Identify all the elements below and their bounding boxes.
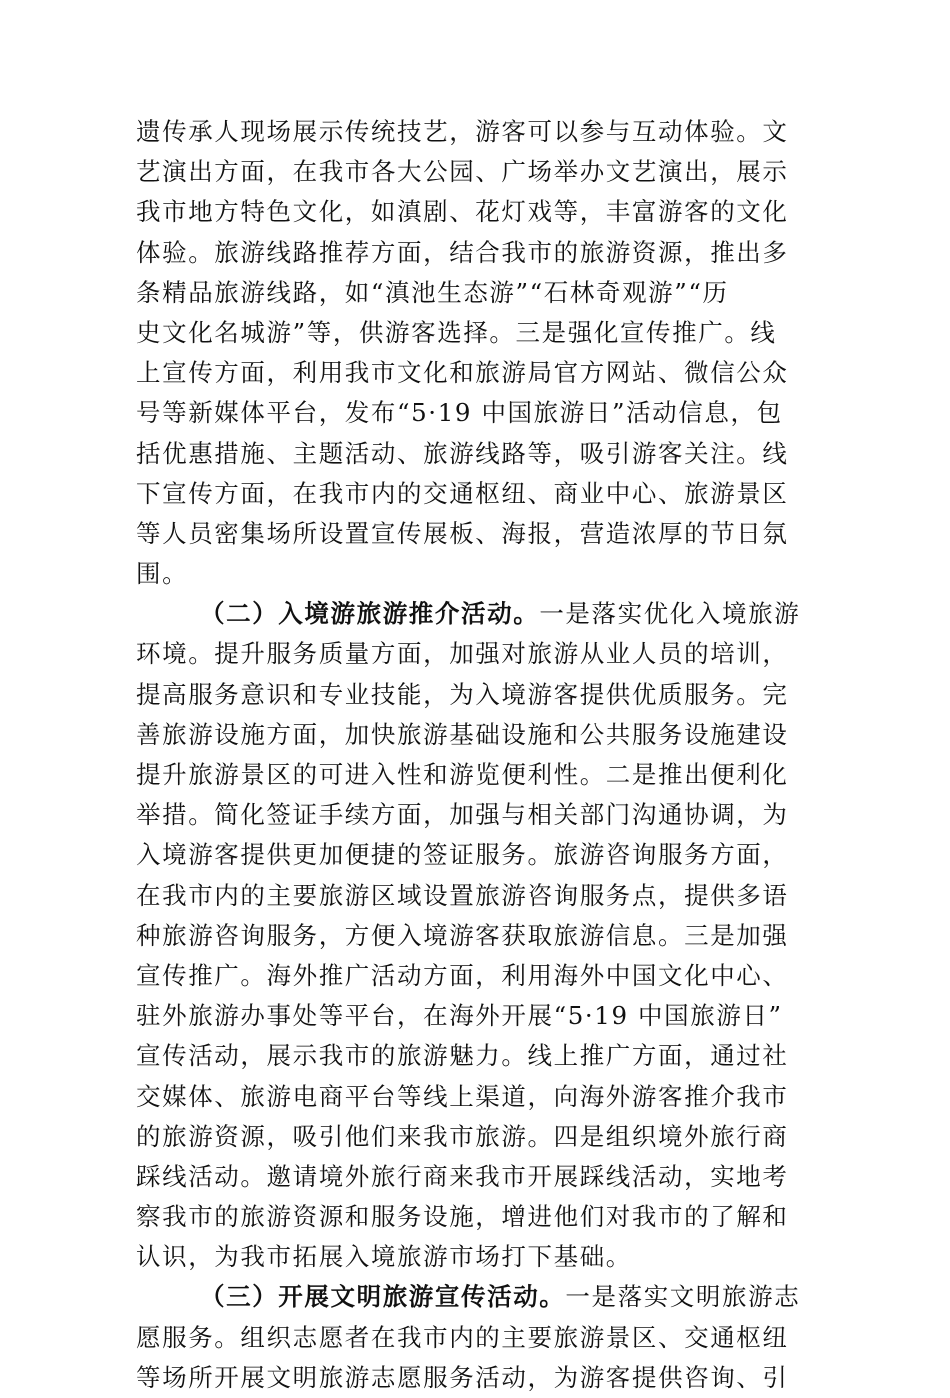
text-line: 括优惠措施、主题活动、旅游线路等，吸引游客关注。线 xyxy=(136,438,789,468)
text-line: 号等新媒体平台，发布“5·19 中国旅游日”活动信息，包 xyxy=(136,398,783,428)
text-line: 史文化名城游”等，供游客选择。三是强化宣传推广。线 xyxy=(136,317,777,347)
text-line: 下宣传方面，在我市内的交通枢纽、商业中心、旅游景区 xyxy=(136,478,789,508)
text-line: 察我市的旅游资源和服务设施，增进他们对我市的了解和 xyxy=(136,1202,789,1232)
text-line: 围。 xyxy=(136,559,189,589)
section-line-text: 一是落实优化入境旅游 xyxy=(539,599,801,629)
text-line: 宣传推广。海外推广活动方面，利用海外中国文化中心、 xyxy=(136,960,789,990)
section-line-text: 一是落实文明旅游志 xyxy=(565,1282,801,1312)
text-line: 驻外旅游办事处等平台，在海外开展“5·19 中国旅游日” xyxy=(136,1001,783,1031)
text-line: 入境游客提供更加便捷的签证服务。旅游咨询服务方面， xyxy=(136,840,789,870)
text-line: 遗传承人现场展示传统技艺，游客可以参与互动体验。文 xyxy=(136,117,789,146)
text-line: 艺演出方面，在我市各大公园、广场举办文艺演出，展示 xyxy=(136,157,789,187)
text-line: 上宣传方面，利用我市文化和旅游局官方网站、微信公众 xyxy=(136,358,789,388)
text-line: 宣传活动，展示我市的旅游魅力。线上推广方面，通过社 xyxy=(136,1041,789,1071)
text-line: 提高服务意识和专业技能，为入境游客提供优质服务。完 xyxy=(136,679,789,709)
text-line: 等人员密集场所设置宣传展板、海报，营造浓厚的节日氛 xyxy=(136,518,789,548)
text-line: 提升旅游景区的可进入性和游览便利性。二是推出便利化 xyxy=(136,760,789,789)
text-line: 善旅游设施方面，加快旅游基础设施和公共服务设施建设 xyxy=(136,719,789,749)
section-heading: （二）入境游旅游推介活动。 xyxy=(200,599,540,629)
text-line: 踩线活动。邀请境外旅行商来我市开展踩线活动，实地考 xyxy=(136,1161,789,1191)
text-line: 我市地方特色文化，如滇剧、花灯戏等，丰富游客的文化 xyxy=(136,197,789,227)
text-line: 体验。旅游线路推荐方面，结合我市的旅游资源，推出多 xyxy=(136,237,789,267)
text-line: 的旅游资源，吸引他们来我市旅游。四是组织境外旅行商 xyxy=(136,1121,789,1151)
text-line: 交媒体、旅游电商平台等线上渠道，向海外游客推介我市 xyxy=(136,1081,789,1111)
text-line: 等场所开展文明旅游志愿服务活动，为游客提供咨询、引 xyxy=(136,1362,789,1392)
text-line: 种旅游咨询服务，方便入境游客获取旅游信息。三是加强 xyxy=(136,920,789,950)
body-text xyxy=(136,112,816,1398)
text-line: 愿服务。组织志愿者在我市内的主要旅游景区、交通枢纽 xyxy=(136,1322,789,1352)
text-line: 认识，为我市拓展入境旅游市场打下基础。 xyxy=(136,1242,632,1272)
text-line: 在我市内的主要旅游区域设置旅游咨询服务点，提供多语 xyxy=(136,880,789,910)
text-line: 条精品旅游线路，如“滇池生态游”“石林奇观游”“历 xyxy=(136,277,729,307)
section-two-first-line xyxy=(136,594,816,634)
section-heading: （三）开展文明旅游宣传活动。 xyxy=(200,1282,566,1312)
text-line: 环境。提升服务质量方面，加强对旅游从业人员的培训， xyxy=(136,639,789,669)
section-three-first-line xyxy=(136,1277,816,1317)
text-line: 举措。简化签证手续方面，加强与相关部门沟通协调，为 xyxy=(136,800,789,830)
